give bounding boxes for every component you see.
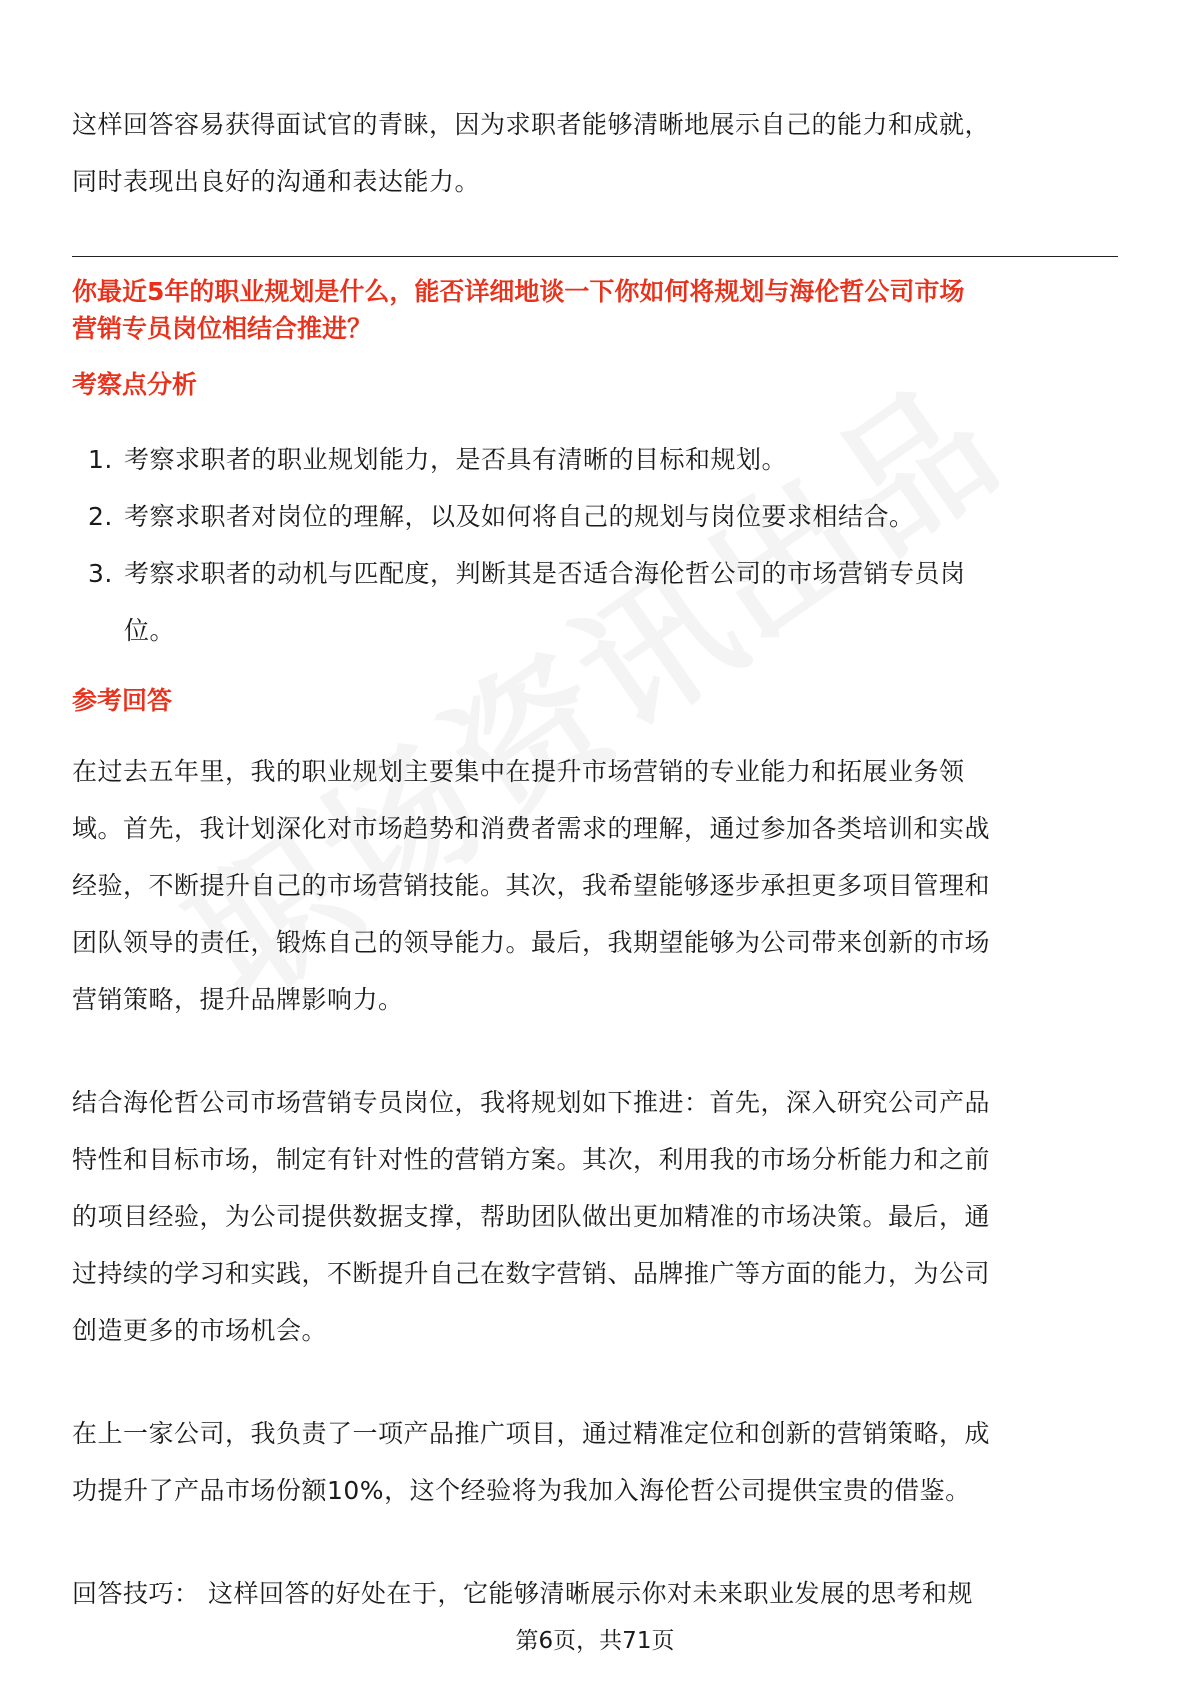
list-text: 考察求职者的动机与匹配度，判断其是否适合海伦哲公司的市场营销专员岗 (124, 559, 966, 588)
list-number: 1. (88, 445, 113, 474)
answer-paragraph (72, 1074, 1118, 1359)
list-text: 位。 (124, 616, 176, 645)
paragraph-line: 团队领导的责任，锻炼自己的领导能力。最后，我期望能够为公司带来创新的市场 (72, 928, 991, 957)
list-number: 3. (88, 559, 113, 588)
answer-paragraph (72, 1405, 1118, 1519)
answer-paragraph (72, 743, 1118, 1028)
list-text: 考察求职者对岗位的理解，以及如何将自己的规划与岗位要求相结合。 (124, 502, 915, 531)
answer-title: 参考回答 (72, 686, 173, 715)
page-number: 第6页，共71页 (515, 1628, 675, 1654)
list-item (72, 545, 1118, 659)
question-line: 营销专员岗位相结合推进？ (72, 314, 373, 343)
page-content (72, 96, 1118, 1668)
question-heading (72, 273, 1118, 347)
question-line: 你最近5年的职业规划是什么，能否详细地谈一下你如何将规划与海伦哲公司市场 (72, 277, 965, 306)
intro-line: 这样回答容易获得面试官的青睐，因为求职者能够清晰地展示自己的能力和成就， (72, 110, 991, 139)
paragraph-line: 回答技巧： 这样回答的好处在于，它能够清晰展示你对未来职业发展的思考和规 (72, 1579, 973, 1608)
paragraph-line: 结合海伦哲公司市场营销专员岗位，我将规划如下推进：首先，深入研究公司产品 (72, 1088, 991, 1117)
list-number: 2. (88, 502, 113, 531)
analysis-title: 考察点分析 (72, 370, 198, 399)
list-text: 考察求职者的职业规划能力，是否具有清晰的目标和规划。 (124, 445, 788, 474)
divider (72, 256, 1118, 257)
paragraph-line: 在上一家公司，我负责了一项产品推广项目，通过精准定位和创新的营销策略，成 (72, 1419, 991, 1448)
paragraph-line: 创造更多的市场机会。 (72, 1316, 328, 1345)
paragraph-line: 功提升了产品市场份额10%，这个经验将为我加入海伦哲公司提供宝贵的借鉴。 (72, 1476, 971, 1505)
answer-tip-paragraph (72, 1565, 1118, 1622)
paragraph-line: 过持续的学习和实践，不断提升自己在数字营销、品牌推广等方面的能力，为公司 (72, 1259, 991, 1288)
paragraph-line: 域。首先，我计划深化对市场趋势和消费者需求的理解，通过参加各类培训和实战 (72, 814, 991, 843)
intro-paragraph (72, 96, 1118, 210)
paragraph-line: 在过去五年里，我的职业规划主要集中在提升市场营销的专业能力和拓展业务领 (72, 757, 965, 786)
paragraph-line: 营销策略，提升品牌影响力。 (72, 985, 404, 1014)
intro-line: 同时表现出良好的沟通和表达能力。 (72, 167, 481, 196)
list-item (72, 431, 1118, 488)
paragraph-line: 特性和目标市场，制定有针对性的营销方案。其次，利用我的市场分析能力和之前 (72, 1145, 991, 1174)
analysis-list (72, 431, 1118, 659)
paragraph-line: 经验，不断提升自己的市场营销技能。其次，我希望能够逐步承担更多项目管理和 (72, 871, 991, 900)
paragraph-line: 的项目经验，为公司提供数据支撑，帮助团队做出更加精准的市场决策。最后，通 (72, 1202, 991, 1231)
list-item (72, 488, 1118, 545)
